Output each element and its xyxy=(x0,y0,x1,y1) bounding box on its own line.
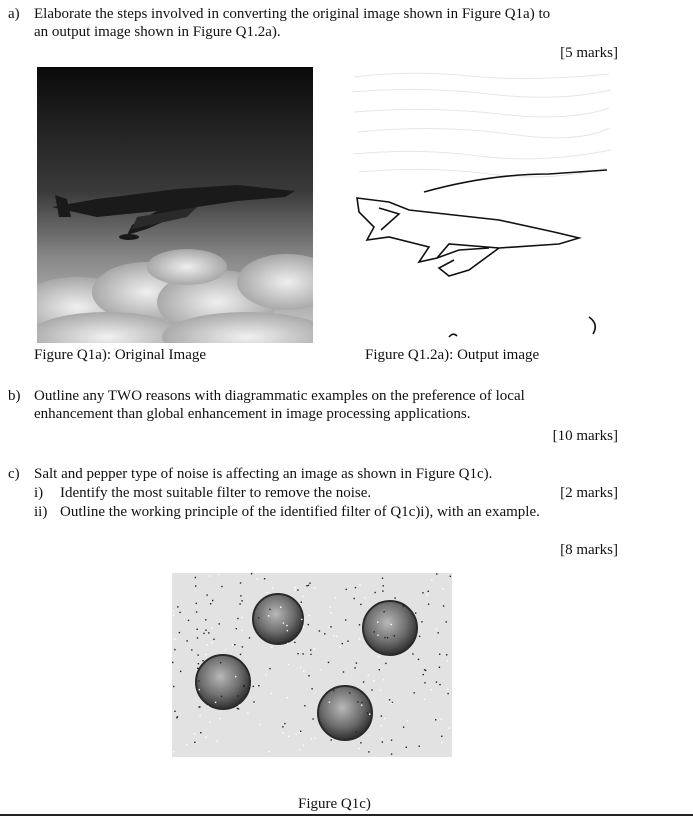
question-c-marks: [8 marks] xyxy=(560,542,618,558)
question-c-sub-i-text: Identify the most suitable filter to remove the noise. xyxy=(60,485,372,501)
question-c-label: c) xyxy=(8,466,20,482)
question-c-sub-i-label: i) xyxy=(34,485,44,501)
question-a-line2: an output image shown in Figure Q1.2a). xyxy=(34,24,281,40)
noisy-coins-image xyxy=(172,573,452,757)
figure-q12a-caption: Figure Q1.2a): Output image xyxy=(365,347,540,363)
question-a-line1: Elaborate the steps involved in converting the original image shown in Figure Q1a) to xyxy=(34,6,551,22)
question-b-label: b) xyxy=(8,388,21,404)
question-b-line2: enhancement than global enhancement in image processing applications. xyxy=(34,406,471,422)
output-edge-image xyxy=(349,62,615,347)
question-c-sub-ii-text: Outline the working principle of the identified filter of Q1c)i), with an example. xyxy=(60,504,540,520)
figure-q1c-caption: Figure Q1c) xyxy=(298,796,371,812)
question-b-marks: [10 marks] xyxy=(552,428,618,444)
figure-q1a-caption: Figure Q1a): Original Image xyxy=(34,347,207,363)
question-a-label: a) xyxy=(8,6,20,22)
question-a-marks: [5 marks] xyxy=(560,45,618,61)
question-c-sub-ii-label: ii) xyxy=(34,504,48,520)
question-c-line1: Salt and pepper type of noise is affecting an image as shown in Figure Q1c). xyxy=(34,466,493,482)
original-aircraft-image xyxy=(37,67,313,343)
question-c-sub-i-marks: [2 marks] xyxy=(560,485,618,501)
question-b-line1: Outline any TWO reasons with diagrammatic examples on the preference of local xyxy=(34,388,525,404)
